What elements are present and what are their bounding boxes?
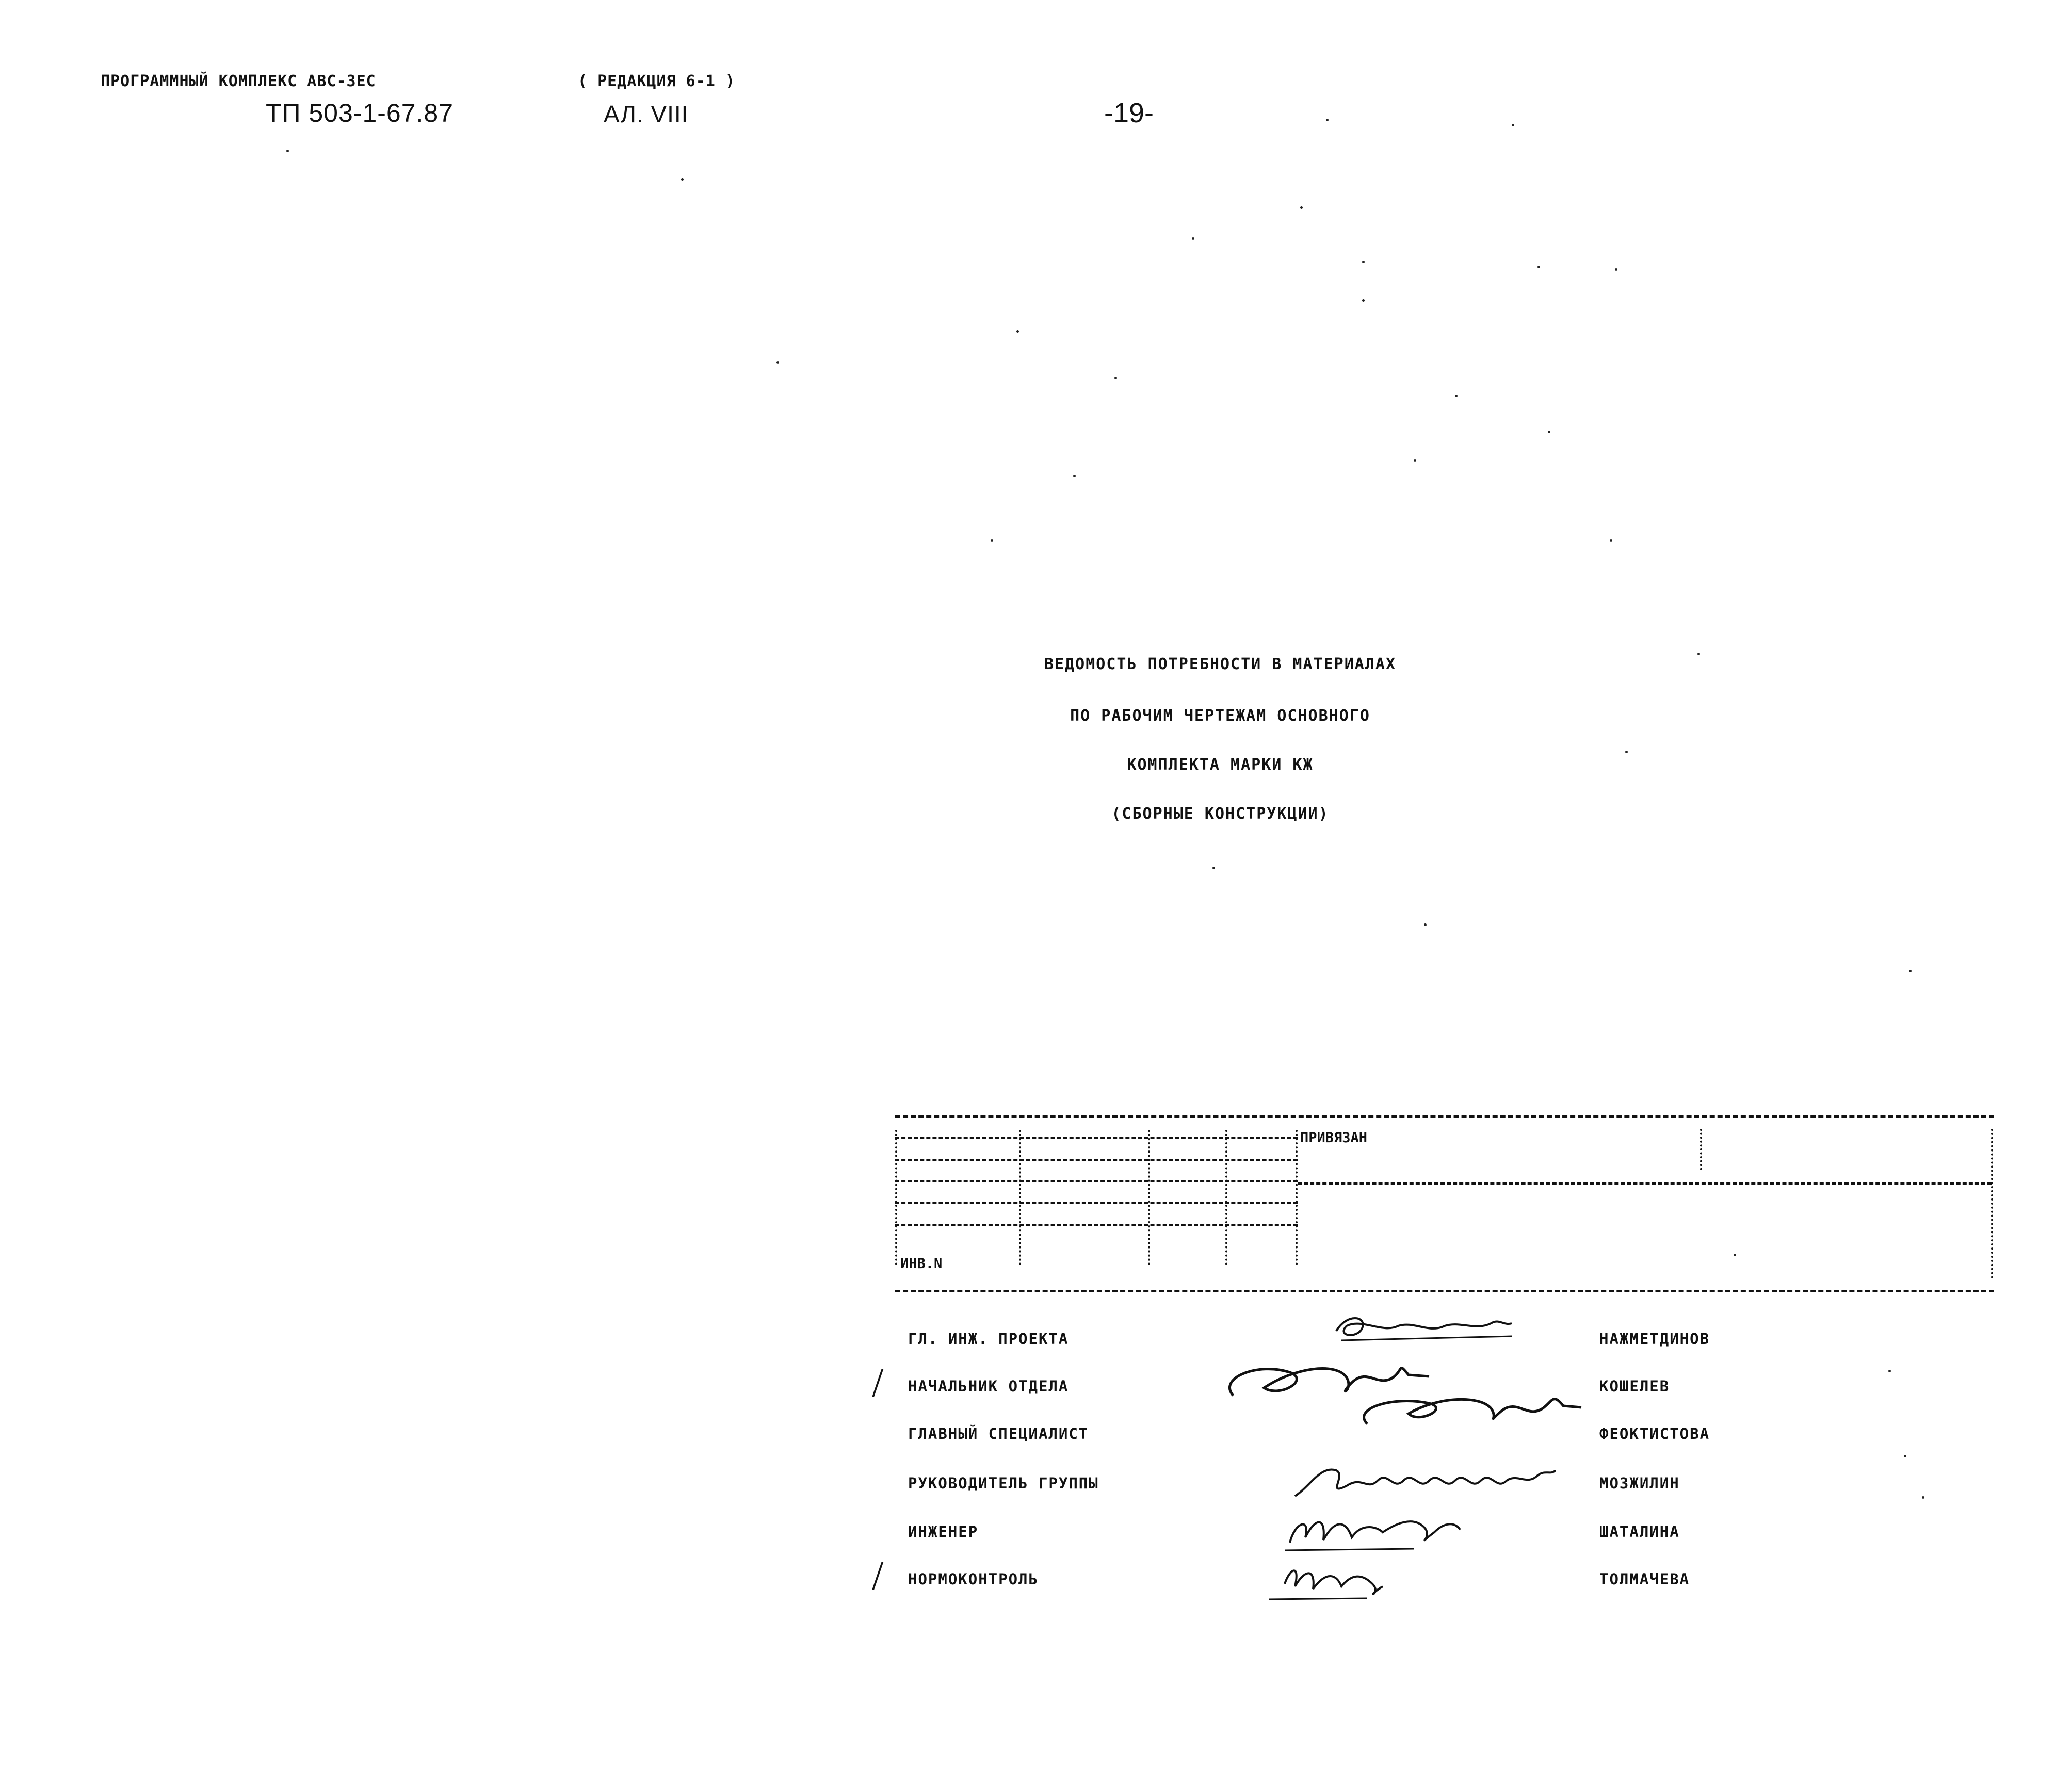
privyazan-label: ПРИВЯЗАН [1300, 1130, 1368, 1146]
name-chief-specialist: ФЕОКТИСТОВА [1599, 1425, 1710, 1442]
page-number: -19- [1104, 98, 1154, 128]
name-norm-control: ТОЛМАЧЕВА [1599, 1570, 1690, 1588]
title-line-3: КОМПЛЕКТА МАРКИ КЖ [1127, 756, 1314, 774]
name-engineer: ШАТАЛИНА [1599, 1523, 1680, 1541]
inv-number-label: ИНВ.N [900, 1256, 943, 1272]
role-chief-engineer: ГЛ. ИНЖ. ПРОЕКТА [908, 1330, 1069, 1348]
role-engineer: ИНЖЕНЕР [908, 1523, 979, 1541]
program-name: ПРОГРАММНЫЙ КОМПЛЕКС АВС-ЗЕС [101, 72, 376, 90]
title-line-2: ПО РАБОЧИМ ЧЕРТЕЖАМ ОСНОВНОГО [1070, 707, 1370, 725]
role-group-leader: РУКОВОДИТЕЛЬ ГРУППЫ [908, 1474, 1099, 1492]
edition-label: ( РЕДАКЦИЯ 6-1 ) [578, 72, 735, 90]
title-line-1: ВЕДОМОСТЬ ПОТРЕБНОСТИ В МАТЕРИАЛАХ [1044, 655, 1397, 673]
role-department-head: НАЧАЛЬНИК ОТДЕЛА [908, 1377, 1069, 1395]
title-line-4: (СБОРНЫЕ КОНСТРУКЦИИ) [1111, 805, 1329, 823]
document-code: ТП 503-1-67.87 [266, 99, 454, 127]
name-department-head: КОШЕЛЕВ [1599, 1377, 1670, 1395]
row-slash-2: / [872, 1360, 884, 1406]
role-norm-control: НОРМОКОНТРОЛЬ [908, 1570, 1039, 1588]
album-number: АЛ. VIII [604, 101, 689, 127]
name-group-leader: МОЗЖИЛИН [1599, 1474, 1680, 1492]
role-chief-specialist: ГЛАВНЫЙ СПЕЦИАЛИСТ [908, 1425, 1089, 1442]
name-chief-engineer: НАЖМЕТДИНОВ [1599, 1330, 1710, 1348]
row-slash-6: / [872, 1553, 884, 1599]
